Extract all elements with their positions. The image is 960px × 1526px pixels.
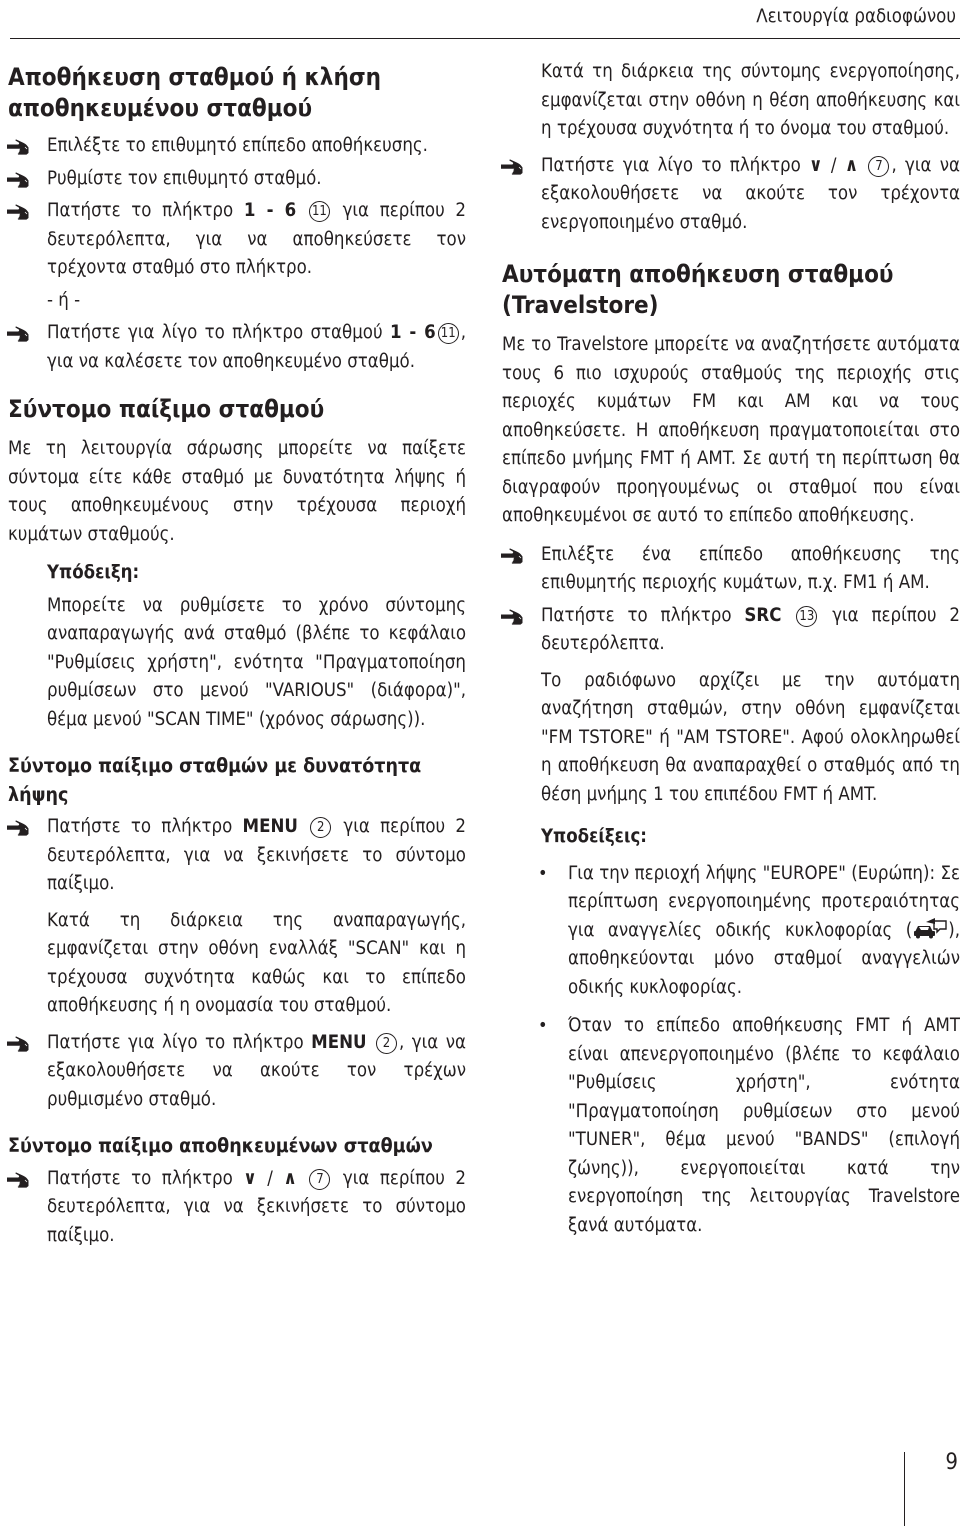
note-title: Υπόδειξη:	[47, 562, 140, 583]
heading-scan-receivable: Σύντομο παίξιμο σταθμών με δυνατότητα λήψης	[8, 754, 422, 806]
step-start-stored-scan	[8, 1165, 466, 1251]
right-column	[502, 58, 960, 1240]
step-text: Πατήστε το πλήκτρο	[541, 604, 745, 626]
step-select-level	[8, 132, 466, 161]
separator: /	[822, 154, 845, 176]
heading-scan-stored: Σύντομο παίξιμο αποθηκευμένων σταθμών	[8, 1134, 433, 1157]
step-text: για περίπου 2 δευτερόλεπτα, για να ξεκινήσετε το σύντομο παίξιμο.	[47, 1167, 466, 1246]
pointing-hand-icon	[500, 605, 524, 629]
step-start-scan	[8, 813, 466, 899]
step-text: Πατήστε το πλήκτρο	[47, 200, 244, 221]
scan-description: Με τη λειτουργία σάρωσης μπορείτε να παίξετε σύντομα είτε κάθε σταθμό με δυνατότητα λήψης ή τους αποθηκευμένους στην τρέχουσα περιοχή κυμάτων σταθμούς.	[8, 438, 466, 545]
pointing-hand-icon	[500, 155, 524, 179]
heading-store-station: Αποθήκευση σταθμού ή κλήση αποθηκευμένου σταθμού	[8, 63, 382, 122]
note-text: Για την περιοχή λήψης "EUROPE" (Ευρώπη): Σε περίπτωση ενεργοποιημένης προτεραιότητας για αναγγελίες οδικής κυκλοφορίας (	[568, 862, 960, 941]
step-text: Πατήστε το πλήκτρο	[47, 816, 243, 837]
traffic-info-icon	[912, 918, 948, 940]
step-select-band	[502, 541, 960, 598]
heading-scan: Σύντομο παίξιμο σταθμού	[8, 395, 325, 423]
pointing-hand-icon	[6, 1032, 30, 1056]
step-recall-station	[8, 319, 466, 376]
step-text: Πατήστε για λίγο το πλήκτρο	[541, 154, 810, 176]
pointing-hand-icon	[6, 168, 30, 192]
preview-info: Κατά τη διάρκεια της σύντομης ενεργοποίησης, εμφανίζεται στην οθόνη η θέση αποθήκευσης και η τρέχουσα συχνότητα ή το όνομα του σταθμού.	[541, 61, 960, 139]
left-column	[8, 58, 466, 1250]
step-tune-station	[8, 165, 466, 194]
key-menu: MENU	[242, 816, 298, 837]
key-preset: 1 - 6	[243, 200, 297, 221]
bullet: •	[538, 1015, 548, 1036]
travelstore-info: Το ραδιόφωνο αρχίζει με την αυτόματη αναζήτηση σταθμών, στην οθόνη εμφανίζεται "FM TSTORE" ή "AM TSTORE". Αφού ολοκληρωθεί η αποθήκευση θα αναπαραχθεί ο σταθμός από τη θέση μνήμης 1 του επιπέδου FMT ή AMT.	[541, 669, 960, 805]
note-text: Όταν το επίπεδο αποθήκευσης FMT ή AMT είναι απενεργοποιημένο (βλέπε το κεφάλαιο "Ρυθμίσεις χρήστη", ενότητα "Πραγματοποίηση ρυθμίσεων στο μενού "TUNER", θέμα μενού "BANDS" (επιλογή ζώνης)), ενεργοποιείται κατά την ενεργοποίηση της λειτουργίας Travelstore ξανά αυτόματα.	[568, 1015, 960, 1236]
key-number-badge: 11	[438, 323, 459, 344]
pointing-hand-icon	[6, 322, 30, 346]
step-text: , για να καλέσετε τον αποθηκευμένο σταθμό.	[47, 322, 466, 372]
key-number-badge: 7	[868, 156, 889, 177]
or-separator: - ή -	[47, 289, 81, 311]
key-number-badge: 2	[376, 1033, 397, 1054]
step-text: , για να εξακολουθήσετε να ακούτε τον τρέχοντα ενεργοποιημένο σταθμό.	[541, 154, 960, 233]
note-text: ), αποθηκεύονται μόνο σταθμοί αναγγελιών οδικής κυκλοφορίας.	[568, 919, 960, 998]
footer-rule	[904, 1452, 905, 1526]
down-arrow-icon: ∨	[809, 154, 823, 176]
travelstore-description: Με το Travelstore μπορείτε να αναζητήσετε αυτόματα τους 6 πιο ισχυρούς σταθμούς της περιοχής στις περιοχές κυμάτων FM και AM και να τους αποθηκεύσετε. Η αποθήκευση πραγματοποιείται στο επίπεδο μνήμης FMT ή AMT. Σε αυτή τη περίπτωση θα διαγραφούν προηγουμένως οι σταθμοί που είναι αποθηκευμένοι σε αυτό το επίπεδο αποθήκευσης.	[502, 334, 960, 526]
step-text: Επιλέξτε ένα επίπεδο αποθήκευσης της επιθυμητής περιοχής κυμάτων, π.χ. FM1 ή AM.	[541, 543, 960, 593]
key-menu: MENU	[311, 1031, 367, 1053]
key-src: SRC	[744, 604, 782, 626]
step-store-station	[8, 197, 466, 283]
step-press-src	[502, 602, 960, 659]
pointing-hand-icon	[6, 135, 30, 159]
step-text: για περίπου 2 δευτερόλεπτα.	[541, 604, 960, 654]
key-number-badge: 2	[310, 817, 331, 838]
section-header: Λειτουργία ραδιοφώνου	[756, 6, 956, 27]
bullet: •	[538, 862, 548, 884]
down-arrow-icon: ∨	[243, 1167, 257, 1189]
key-number-badge: 11	[309, 201, 330, 222]
note-fmt-disabled	[502, 1012, 960, 1240]
heading-travelstore: Αυτόματη αποθήκευση σταθμού (Travelstore)	[502, 260, 894, 319]
key-number-badge: 7	[309, 1169, 330, 1190]
pointing-hand-icon	[500, 544, 524, 568]
notes-title: Υποδείξεις:	[541, 826, 647, 847]
note-body: Μπορείτε να ρυθμίσετε το χρόνο σύντομης αναπαραγωγής ανά σταθμό (βλέπε το κεφάλαιο "Ρυθμίσεις χρήστη", ενότητα "Πραγματοποίηση ρυθμίσεων στο μενού "VARIOUS" (διάφορα)", θέμα μενού "SCAN TIME" (χρόνος σάρωσης)).	[47, 594, 466, 730]
pointing-hand-icon	[6, 816, 30, 840]
scan-info: Κατά τη διάρκεια της αναπαραγωγής, εμφανίζεται στην οθόνη εναλλάξ "SCAN" και η τρέχουσα συχνότητα καθώς και το επίπεδο αποθήκευσης ή η ονομασία του σταθμού.	[47, 909, 466, 1016]
step-text: Ρυθμίστε τον επιθυμητό σταθμό.	[47, 167, 322, 189]
pointing-hand-icon	[6, 200, 30, 224]
key-number-badge: 13	[796, 606, 817, 627]
step-text: για περίπου 2 δευτερόλεπτα, για να αποθηκεύσετε τον τρέχοντα σταθμό στο πλήκτρο.	[47, 200, 466, 278]
step-text: Πατήστε για λίγο το πλήκτρο σταθμού	[47, 322, 390, 343]
key-preset: 1 - 6	[389, 322, 436, 343]
header-rule	[10, 38, 960, 39]
step-text: Επιλέξτε το επιθυμητό επίπεδο αποθήκευσης.	[47, 135, 428, 156]
step-text: για περίπου 2 δευτερόλεπτα, για να ξεκινήσετε το σύντομο παίξιμο.	[47, 816, 466, 894]
pointing-hand-icon	[6, 1168, 30, 1192]
up-arrow-icon: ∧	[283, 1167, 297, 1189]
up-arrow-icon: ∧	[844, 154, 859, 176]
step-text: Πατήστε για λίγο το πλήκτρο	[47, 1031, 312, 1053]
step-text: Πατήστε το πλήκτρο	[47, 1167, 244, 1189]
step-keep-station	[502, 152, 960, 238]
note-traffic-priority	[502, 860, 960, 1003]
step-text: , για να εξακολουθήσετε να ακούτε τον τρέχων ρυθμισμένο σταθμό.	[47, 1031, 466, 1110]
separator: /	[256, 1167, 284, 1189]
scan-note	[8, 559, 466, 734]
page-number: 9	[945, 1450, 958, 1475]
step-stop-scan	[8, 1029, 466, 1115]
